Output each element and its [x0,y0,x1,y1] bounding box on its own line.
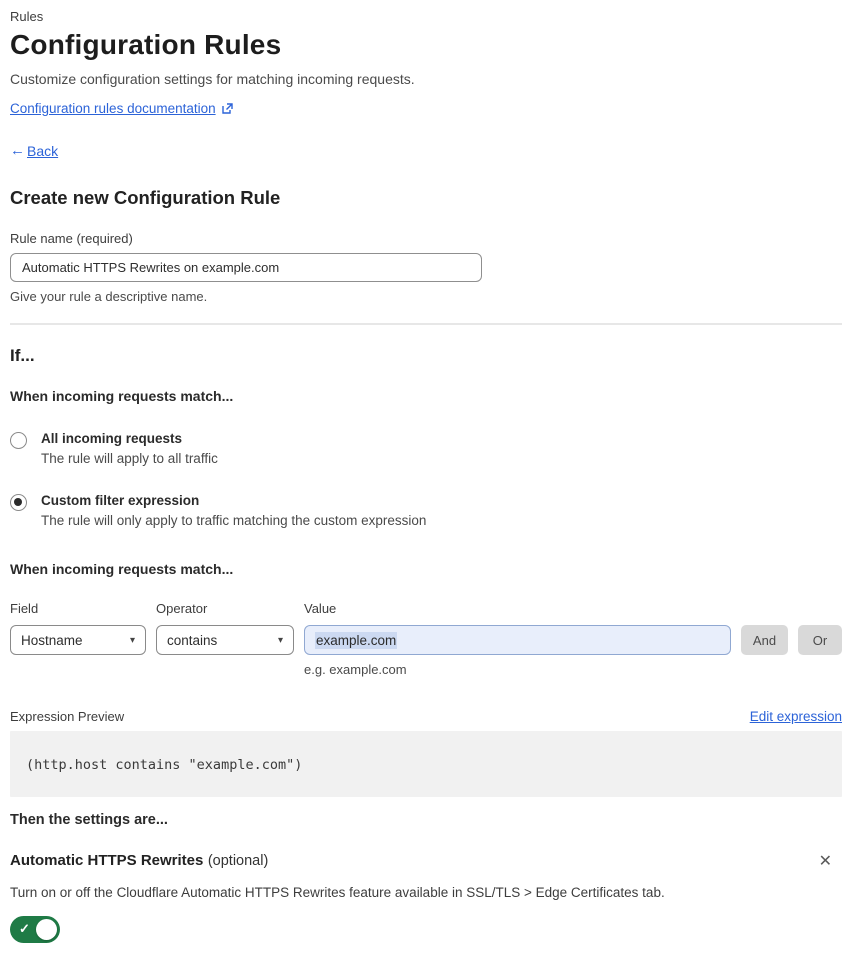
value-input[interactable] [304,625,731,655]
expression-builder [10,601,842,677]
radio-all-incoming-requests[interactable] [10,431,842,466]
if-heading: If... [10,346,35,365]
setting-title-group [10,852,268,870]
value-column-label: Value [304,601,337,616]
radio-custom-filter-expression[interactable] [10,493,842,528]
operator-column-label: Operator [156,601,208,616]
https-rewrites-toggle[interactable] [10,916,60,943]
close-icon[interactable]: ✕ [818,853,832,870]
check-icon: ✓ [19,921,30,936]
operator-select-value: contains [167,632,218,648]
setting-description: Turn on or off the Cloudflare Automatic HTTPS Rewrites feature available in SSL/TLS > Edge Certificates tab. [10,885,665,900]
rule-name-input[interactable] [10,253,482,282]
operator-select[interactable] [156,625,294,655]
radio-icon[interactable] [10,432,27,449]
setting-title: Automatic HTTPS Rewrites [10,852,204,869]
rule-name-label: Rule name (required) [10,231,133,246]
create-rule-heading: Create new Configuration Rule [10,187,281,208]
back-link[interactable]: Back [27,142,59,159]
value-example-help: e.g. example.com [304,662,407,677]
setting-optional-tag: (optional) [207,853,269,869]
or-button[interactable]: Or [798,625,842,655]
field-column-label: Field [10,601,39,616]
match-type-label: When incoming requests match... [10,388,234,404]
expression-preview-code-block [10,731,842,797]
radio-description: The rule will only apply to traffic matching the custom expression [41,513,427,528]
page-title: Configuration Rules [10,29,282,60]
section-divider [10,323,842,325]
back-arrow-icon: ← [10,142,25,159]
chevron-down-icon: ▾ [277,634,283,646]
external-link-icon [221,102,234,115]
and-button[interactable]: And [741,625,788,655]
radio-label: Custom filter expression [41,493,200,508]
page-subtitle: Customize configuration settings for matching incoming requests. [10,71,415,87]
chevron-down-icon: ▾ [129,634,135,646]
expression-code: (http.host contains "example.com") [26,757,303,773]
expression-preview-label: Expression Preview [10,709,125,724]
radio-label: All incoming requests [41,431,183,446]
field-select[interactable] [10,625,146,655]
radio-description: The rule will apply to all traffic [41,451,218,466]
expression-builder-label: When incoming requests match... [10,561,234,577]
then-settings-label: Then the settings are... [10,812,168,828]
value-input-text: example.com [316,632,397,648]
field-select-value: Hostname [21,632,83,648]
documentation-link[interactable]: Configuration rules documentation [10,101,216,116]
toggle-knob[interactable] [36,919,57,940]
edit-expression-link[interactable]: Edit expression [749,709,842,724]
rule-name-help: Give your rule a descriptive name. [10,289,208,304]
radio-icon[interactable] [10,494,27,511]
breadcrumb: Rules [10,9,44,24]
